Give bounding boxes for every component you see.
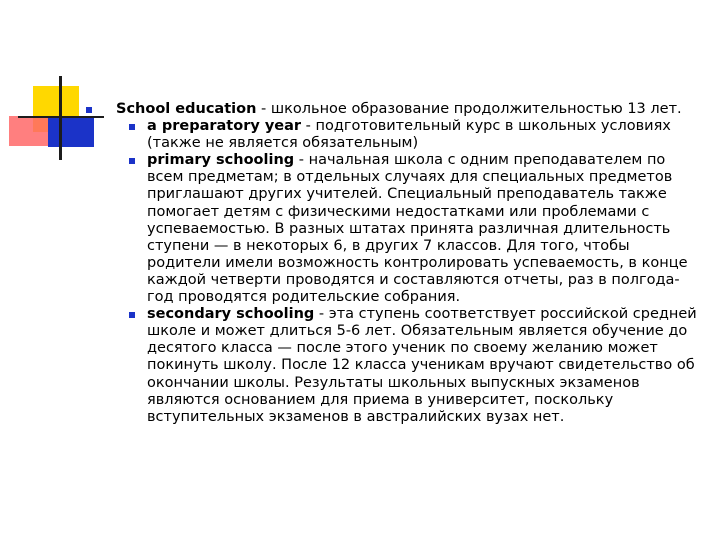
- decor-red-rectangle: [9, 116, 53, 146]
- text-preparatory-year: - подготовительный курс в школьных условиях (также не является обязательным): [147, 118, 671, 152]
- term-primary-schooling: primary schooling: [147, 152, 295, 169]
- term-preparatory-year: a preparatory year: [147, 118, 302, 135]
- square-bullet-icon: [129, 124, 135, 130]
- square-bullet-icon: [129, 158, 135, 164]
- decor-vertical-line: [59, 76, 62, 160]
- bullet-list: [86, 101, 706, 426]
- text-secondary-schooling: - эта ступень соответствует российской средней школе и может длиться 5-6 лет. Обязательным является обучение до десятого класса — после этого ученик по своему желанию может покинуть школу. После 12 класса ученикам вручают свидетельство об окончании школы. Результаты школьных выпускных экзаменов являются основанием для приема в университет, поскольку вступительных экзаменов в австралийских вузах нет.: [147, 306, 697, 425]
- text-school-education: - школьное образование продолжительностью 13 лет.: [256, 101, 682, 117]
- square-bullet-icon: [129, 312, 135, 318]
- bullet-school-education: [86, 101, 706, 118]
- square-bullet-icon: [86, 107, 92, 113]
- term-secondary-schooling: secondary schooling: [147, 306, 315, 323]
- text-primary-schooling: - начальная школа с одним преподавателем по всем предметам; в отдельных случаях для специальных предметов приглашают других учителей. Специальный преподаватель также помогает детям с физическими недостатками или проблемами с успеваемостью. В разных штатах принята различная длительность ступени — в некоторых 6, в других 7 классов. Для того, чтобы родители имели возможность контролировать успеваемость, в конце каждой четверти проводятся и составляются отчеты, раз в полгода-год проводятся родительские собрания.: [147, 152, 688, 306]
- bullet-preparatory-year: [86, 118, 706, 152]
- bullet-secondary-schooling: [86, 306, 706, 426]
- term-school-education: School education: [116, 101, 257, 117]
- bullet-primary-schooling: [86, 152, 706, 306]
